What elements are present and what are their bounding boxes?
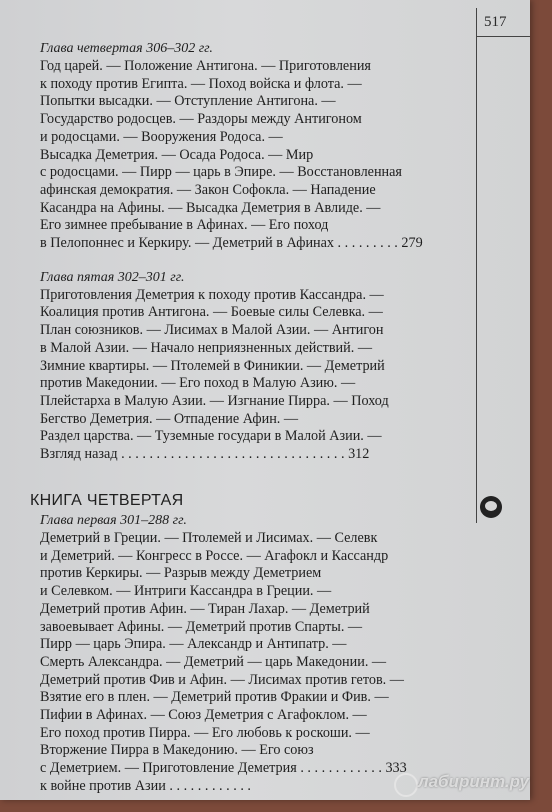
toc-line: Смерть Александра. — Деметрий — царь Македонии. —: [40, 653, 387, 670]
page-rule-horizontal: [476, 36, 530, 37]
toc-line: Его зимнее пребывание в Афинах. — Его поход: [40, 217, 329, 234]
chapter-four-section: [40, 40, 476, 253]
toc-line: и Селевком. — Интриги Кассандра в Греции. —: [40, 583, 332, 600]
toc-line: Приготовления Деметрия к походу против Кассандра. —: [40, 286, 384, 303]
page-rule-vertical: [476, 8, 477, 523]
toc-line: в Пелопоннес и Керкиру. — Деметрий в Афинах . . . . . . . . . 279: [40, 235, 423, 252]
table-of-contents-book-four: [40, 512, 476, 812]
toc-line: с Деметрием. — Приготовление Деметрия . . . . . . . . . . . . 333: [40, 760, 407, 777]
chapter-heading: Глава первая 301–288 гг.: [40, 513, 187, 528]
toc-line: Год царей. — Положение Антигона. — Приготовления: [40, 58, 371, 74]
toc-line: Бегство Деметрия. — Отпадение Афин. —: [40, 410, 299, 427]
watermark-logo-icon: [394, 773, 418, 797]
toc-line: Государство родосцев. — Раздоры между Антигоном: [40, 111, 362, 128]
toc-line: Пифии в Афинах. — Союз Деметрия с Агафоклом. —: [40, 707, 367, 724]
toc-line: афинская демократия. — Закон Софокла. — Нападение: [40, 181, 376, 198]
toc-line: Плейстарха в Малую Азии. — Изгнание Пирра. — Поход: [40, 392, 389, 409]
toc-line: Пирр — царь Эпира. — Александр и Антипатр. —: [40, 636, 347, 653]
book-title: КНИГА ЧЕТВЕРТАЯ: [30, 492, 184, 509]
toc-line: Деметрий в Греции. — Птолемей и Лисимах. — Селевк: [40, 530, 378, 546]
toc-line: Взгляд назад . . . . . . . . . . . . . . . . . . . . . . . . . . . . . . . . 312: [40, 446, 370, 463]
toc-line: Касандра на Афины. — Высадка Деметрия в Авлиде. —: [40, 199, 381, 216]
toc-line: Попытки высадки. — Отступление Антигона. —: [40, 93, 336, 110]
toc-line: и Деметрий. — Конгресс в Россе. — Агафокл и Кассандр: [40, 547, 389, 564]
toc-line: против Керкиры. — Разрыв между Деметрием: [40, 565, 322, 582]
toc-line: к войне против Азии . . . . . . . . . . . .: [40, 777, 251, 794]
toc-line: Деметрий против Фив и Афин. — Лисимах против гетов. —: [40, 671, 404, 688]
toc-line: Деметрий против Афин. — Тиран Лахар. — Деметрий: [40, 600, 370, 617]
page-number: 517: [484, 14, 507, 30]
toc-line: Вторжение Пирра в Македонию. — Его союз: [40, 742, 314, 759]
chapter-heading: Глава пятая 302–301 гг.: [40, 269, 185, 285]
toc-line: Взятие его в плен. — Деметрий против Фракии и Фив. —: [40, 689, 389, 706]
chapter-heading: Глава четвертая 306–302 гг.: [40, 41, 213, 56]
toc-line: с родосцами. — Пирр — царь в Эпире. — Восстановленная: [40, 164, 402, 181]
table-of-contents: [40, 40, 476, 480]
toc-line: План союзников. — Лисимах в Малой Азии. — Антигон: [40, 322, 384, 339]
toc-line: к походу против Египта. — Поход войска и флота. —: [40, 75, 362, 92]
toc-line: Высадка Деметрия. — Осада Родоса. — Мир: [40, 146, 314, 163]
toc-line: против Македонии. — Его поход в Малую Азию. —: [40, 375, 356, 392]
toc-line: Коалиция против Антигона. — Боевые силы Селевка. —: [40, 304, 383, 321]
toc-line: в Малой Азии. — Начало неприязненных действий. —: [40, 339, 373, 356]
toc-line: Зимние квартиры. — Птолемей в Финикии. — Деметрий: [40, 357, 385, 374]
toc-line: и родосцами. — Вооружения Родоса. —: [40, 128, 283, 145]
toc-line: завоевывает Афины. — Деметрий против Спарты. —: [40, 618, 363, 635]
toc-line: Раздел царства. — Туземные государи в Малой Азии. —: [40, 428, 382, 445]
toc-line: Его поход против Пирра. — Его любовь к роскоши. —: [40, 724, 370, 741]
ornament-icon: [480, 496, 502, 518]
chapter-five-section: [40, 269, 476, 464]
watermark: лабиринт.ру: [418, 772, 529, 791]
chapter-one-section: [40, 512, 476, 796]
